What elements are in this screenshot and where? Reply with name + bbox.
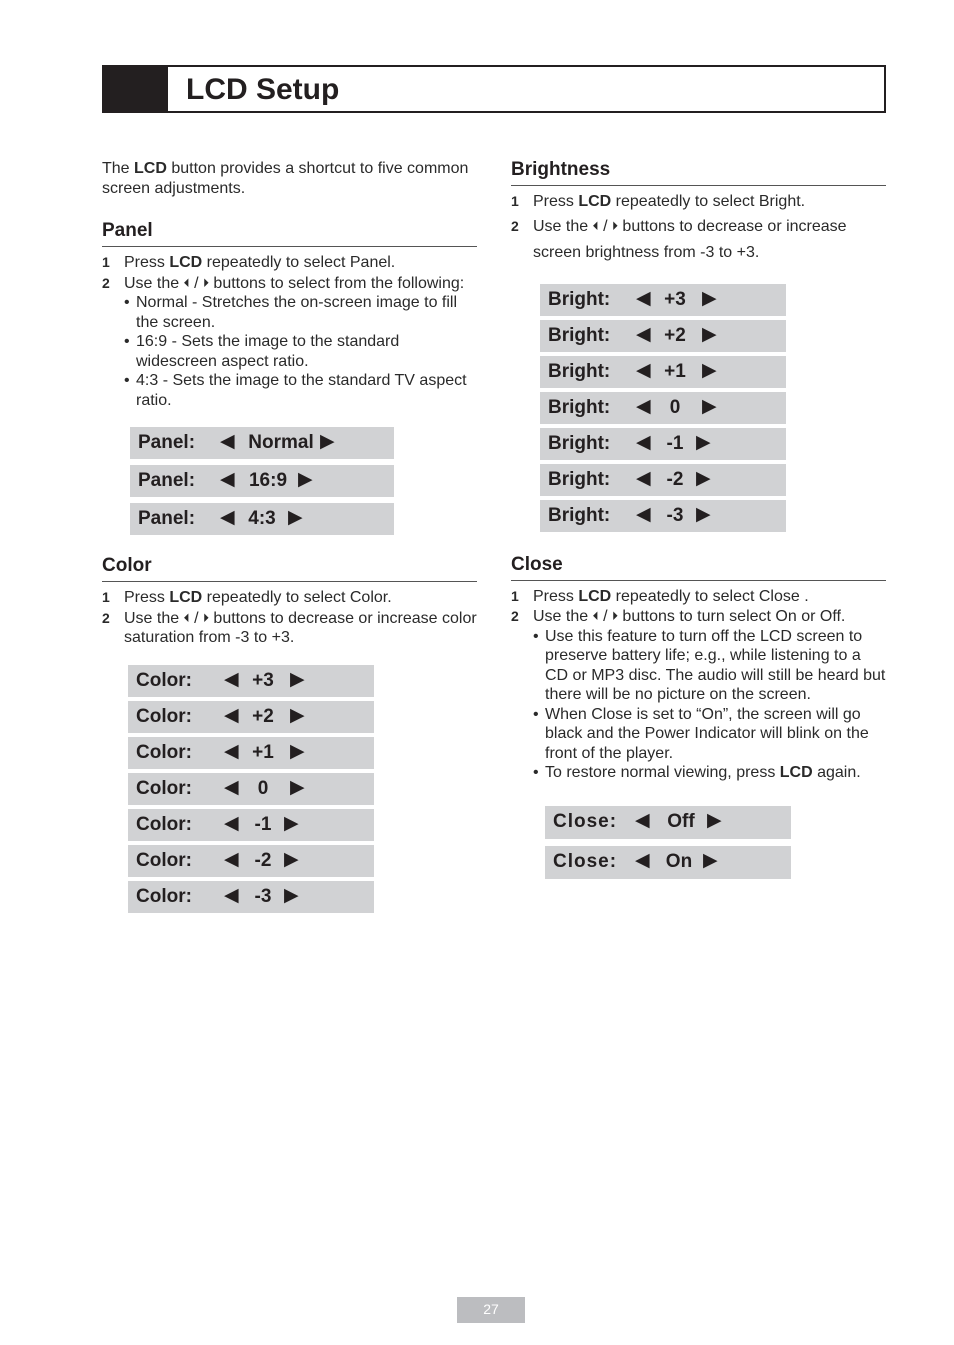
osd-right-arrow-icon: ▶ xyxy=(290,704,305,726)
osd-left-arrow-icon: ◀ xyxy=(220,507,235,528)
osd-left-arrow-icon: ◀ xyxy=(636,431,651,453)
panel-osd-list xyxy=(130,427,394,535)
brightness-steps xyxy=(511,192,886,266)
panel-steps xyxy=(102,253,477,410)
osd-left-arrow-icon: ◀ xyxy=(636,503,651,525)
color-step-1: 1 Press LCD repeatedly to select Color. xyxy=(102,589,392,606)
osd-right-arrow-icon: ▶ xyxy=(696,467,711,489)
page-number: 27 xyxy=(457,1297,525,1323)
osd-right-arrow-icon: ▶ xyxy=(290,668,305,690)
color-heading: Color xyxy=(102,555,477,582)
osd-right-arrow-icon: ▶ xyxy=(703,849,718,871)
brightness-osd-row: Bright: ◀ -2 ▶ xyxy=(540,464,786,496)
osd-right-arrow-icon: ▶ xyxy=(702,287,717,309)
osd-left-arrow-icon: ◀ xyxy=(224,884,239,906)
brightness-step-1: 1 Press LCD repeatedly to select Bright. xyxy=(511,193,806,210)
right-arrow-icon: ⏵ xyxy=(611,218,618,233)
color-step-2: 2 Use the ⏴ / ⏵ buttons to decrease or increase color saturation from -3 to +3. xyxy=(102,609,477,646)
osd-left-arrow-icon: ◀ xyxy=(220,431,235,452)
panel-step-1: 1 Press LCD repeatedly to select Panel. xyxy=(102,254,396,271)
close-step-2: 2 Use the ⏴ / ⏵ buttons to turn select On or Off. • Use this feature to turn off the LCD screen to preserve battery life; e.g., while listening to a CD or MP3 disc. The audio will still be heard but there will be no picture on the screen. • When Close is set to “On”, the screen will go black and the Power Indicator will blink on the front of the player. • To restore normal viewing, press LCD again. xyxy=(511,608,886,781)
osd-right-arrow-icon: ▶ xyxy=(284,812,299,834)
panel-bullet: • 4:3 - Sets the image to the standard TV aspect ratio. xyxy=(124,372,467,409)
right-arrow-icon: ⏵ xyxy=(202,275,209,290)
close-osd-row: Close: ◀ Off ▶ xyxy=(545,806,791,839)
osd-right-arrow-icon: ▶ xyxy=(284,884,299,906)
brightness-osd-row: Bright: ◀ +3 ▶ xyxy=(540,284,786,316)
osd-left-arrow-icon: ◀ xyxy=(224,668,239,690)
panel-bullet: • Normal - Stretches the on-screen image to fill the screen. xyxy=(124,294,458,331)
header-block xyxy=(104,67,168,111)
color-osd-row: Color: ◀ +3 ▶ xyxy=(128,665,374,697)
brightness-osd-row: Bright: ◀ +2 ▶ xyxy=(540,320,786,352)
osd-right-arrow-icon: ▶ xyxy=(298,469,313,490)
panel-step-2: 2 Use the ⏴ / ⏵ buttons to select from the following: • Normal - Stretches the on-screen image to fill the screen. • 16:9 - Sets the image to the standard widescreen aspect ratio. • 4:3 - Sets the image to the standard TV aspect ratio. xyxy=(102,274,477,411)
osd-left-arrow-icon: ◀ xyxy=(220,469,235,490)
right-arrow-icon: ⏵ xyxy=(202,610,209,625)
color-osd-row: Color: ◀ +2 ▶ xyxy=(128,701,374,733)
osd-left-arrow-icon: ◀ xyxy=(636,467,651,489)
panel-osd-row: Panel: ◀ 16:9 ▶ xyxy=(130,465,394,497)
brightness-osd-list xyxy=(540,284,786,532)
osd-right-arrow-icon: ▶ xyxy=(707,809,722,831)
osd-right-arrow-icon: ▶ xyxy=(702,359,717,381)
panel-osd-row: Panel: ◀ Normal ▶ xyxy=(130,427,394,459)
brightness-step-2: 2 Use the ⏴ / ⏵ buttons to decrease or increase screen brightness from -3 to +3. xyxy=(511,213,886,266)
close-steps xyxy=(511,587,886,783)
panel-osd-row: Panel: ◀ 4:3 ▶ xyxy=(130,503,394,535)
brightness-osd-row: Bright: ◀ +1 ▶ xyxy=(540,356,786,388)
osd-left-arrow-icon: ◀ xyxy=(635,849,650,871)
osd-right-arrow-icon: ▶ xyxy=(696,431,711,453)
color-osd-row: Color: ◀ -1 ▶ xyxy=(128,809,374,841)
osd-left-arrow-icon: ◀ xyxy=(636,287,651,309)
left-arrow-icon: ⏴ xyxy=(592,609,599,623)
color-osd-list xyxy=(128,665,374,913)
color-osd-row: Color: ◀ -2 ▶ xyxy=(128,845,374,877)
osd-left-arrow-icon: ◀ xyxy=(636,323,651,345)
panel-heading: Panel xyxy=(102,220,477,247)
osd-left-arrow-icon: ◀ xyxy=(224,812,239,834)
right-arrow-icon: ⏵ xyxy=(611,609,618,623)
panel-bullets xyxy=(124,293,477,410)
intro-text: The LCD button provides a shortcut to five common screen adjustments. xyxy=(102,160,469,197)
osd-left-arrow-icon: ◀ xyxy=(636,395,651,417)
color-steps xyxy=(102,588,477,648)
osd-left-arrow-icon: ◀ xyxy=(224,740,239,762)
osd-left-arrow-icon: ◀ xyxy=(224,704,239,726)
page-header xyxy=(102,65,886,113)
osd-right-arrow-icon: ▶ xyxy=(702,323,717,345)
brightness-osd-row: Bright: ◀ -1 ▶ xyxy=(540,428,786,460)
osd-right-arrow-icon: ▶ xyxy=(290,740,305,762)
osd-left-arrow-icon: ◀ xyxy=(636,359,651,381)
color-osd-row: Color: ◀ +1 ▶ xyxy=(128,737,374,769)
close-osd-list xyxy=(545,806,791,879)
osd-right-arrow-icon: ▶ xyxy=(288,507,303,528)
brightness-heading: Brightness xyxy=(511,159,886,186)
close-step-1: 1 Press LCD repeatedly to select Close . xyxy=(511,587,809,605)
left-arrow-icon: ⏴ xyxy=(183,610,190,625)
close-bullet: • When Close is set to “On”, the screen will go black and the Power Indicator will blink on the front of the player. xyxy=(533,705,869,762)
brightness-osd-row: Bright: ◀ 0 ▶ xyxy=(540,392,786,424)
osd-left-arrow-icon: ◀ xyxy=(224,848,239,870)
panel-bullet: • 16:9 - Sets the image to the standard widescreen aspect ratio. xyxy=(124,333,400,370)
left-arrow-icon: ⏴ xyxy=(183,275,190,290)
osd-left-arrow-icon: ◀ xyxy=(224,776,239,798)
osd-right-arrow-icon: ▶ xyxy=(320,431,335,452)
osd-right-arrow-icon: ▶ xyxy=(702,395,717,417)
osd-left-arrow-icon: ◀ xyxy=(635,809,650,831)
close-osd-row: Close: ◀ On ▶ xyxy=(545,846,791,879)
osd-right-arrow-icon: ▶ xyxy=(284,848,299,870)
brightness-osd-row: Bright: ◀ -3 ▶ xyxy=(540,500,786,532)
page-title: LCD Setup xyxy=(186,73,340,106)
close-bullet: • To restore normal viewing, press LCD again. xyxy=(533,764,861,781)
color-osd-row: Color: ◀ 0 ▶ xyxy=(128,773,374,805)
osd-right-arrow-icon: ▶ xyxy=(696,503,711,525)
left-arrow-icon: ⏴ xyxy=(592,218,599,233)
close-bullet: • Use this feature to turn off the LCD screen to preserve battery life; e.g., while listening to a CD or MP3 disc. The audio will still be heard but there will be no picture on the screen. xyxy=(533,627,886,703)
color-osd-row: Color: ◀ -3 ▶ xyxy=(128,881,374,913)
close-bullets xyxy=(533,627,886,783)
osd-right-arrow-icon: ▶ xyxy=(290,776,305,798)
close-heading: Close xyxy=(511,554,886,581)
left-column xyxy=(102,159,477,913)
right-column xyxy=(511,159,886,879)
